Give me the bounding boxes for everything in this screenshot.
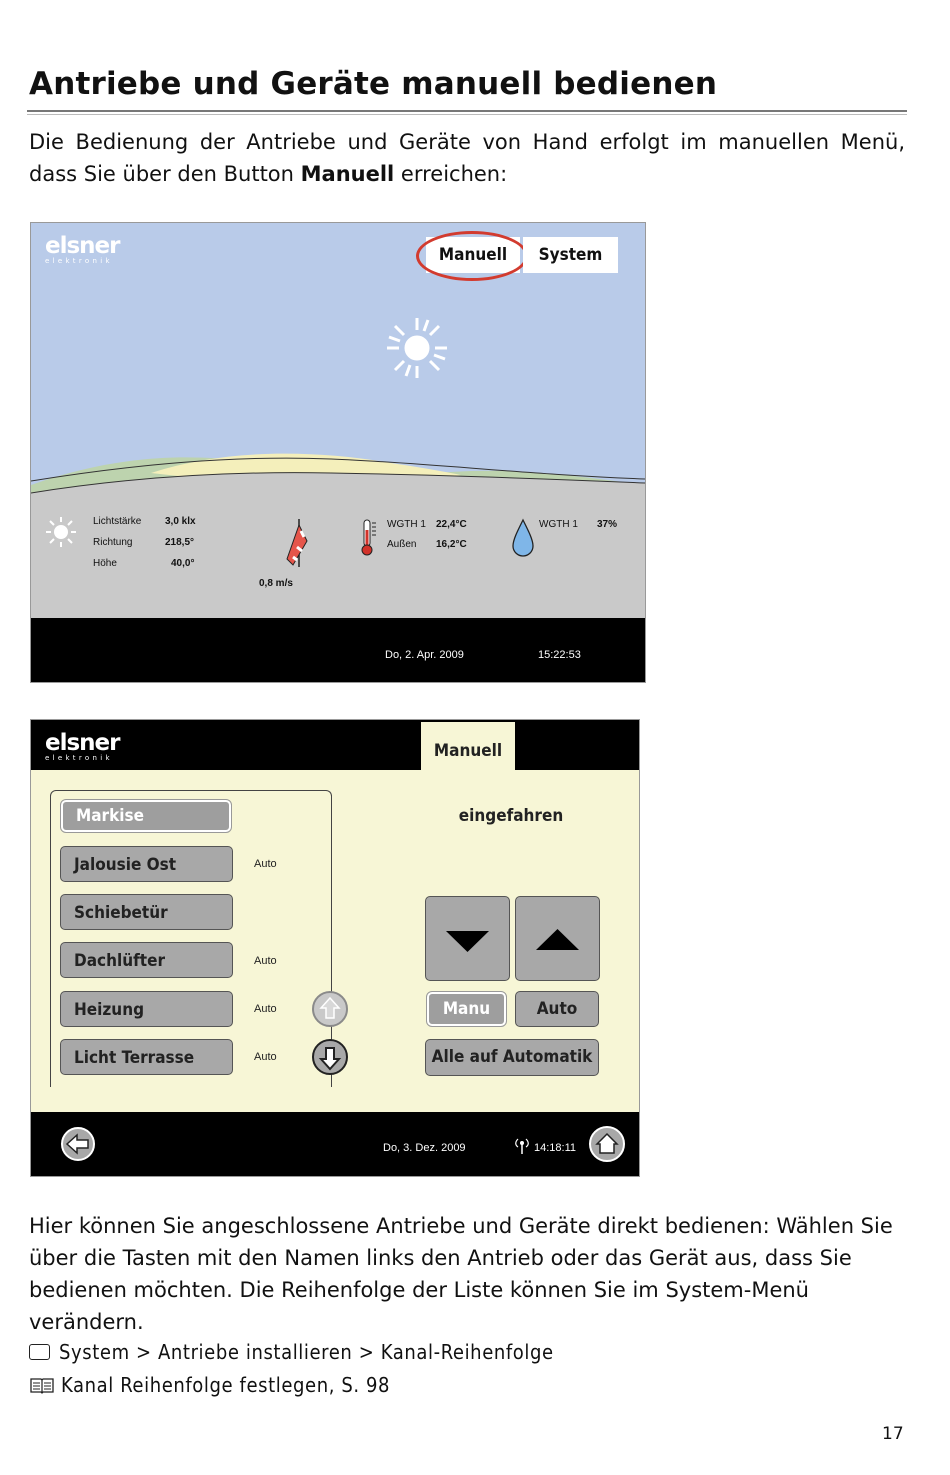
- page-number: 17: [882, 1424, 904, 1444]
- book-reference: Kanal Reihenfolge festlegen, S. 98: [61, 1373, 391, 1397]
- body-paragraph: Hier können Sie angeschlossene Antriebe und Geräte direkt bedienen: Wählen Sie über die Tasten mit den Namen links den Antrieb oder das Gerät aus, dass Sie bedienen möchten. Die Reihenfolge der Liste können Sie im System-Menü verändern.: [29, 1214, 893, 1334]
- all-auto-button[interactable]: Alle auf Automatik: [425, 1039, 599, 1076]
- screen-icon: [29, 1344, 50, 1360]
- heading-rule-thin: [27, 114, 907, 115]
- back-icon[interactable]: [60, 1126, 96, 1162]
- licht-value: 3,0 klx: [165, 516, 196, 527]
- date-text: Do, 2. Apr. 2009: [385, 649, 464, 661]
- main-screen-screenshot: [30, 222, 646, 683]
- hoehe-value: 40,0°: [171, 558, 195, 569]
- device-mode: Auto: [254, 955, 277, 967]
- device-mode: Auto: [254, 1051, 277, 1063]
- scroll-up-icon: [313, 992, 347, 1026]
- device-button-jalousie-ost[interactable]: Jalousie Ost: [60, 846, 233, 882]
- temp2-label: Außen: [387, 539, 417, 550]
- intro-paragraph: Die Bedienung der Antriebe und Geräte von Hand erfolgt im manuellen Menü, dass Sie über den Button Manuell erreichen:: [29, 130, 905, 186]
- book-icon: [29, 1375, 55, 1395]
- sun-icon: [387, 318, 447, 378]
- device-button-markise[interactable]: Markise: [61, 800, 231, 832]
- landscape-illustration: [31, 223, 645, 682]
- elsner-logo: elsner elektronik: [45, 730, 120, 762]
- system-button[interactable]: System: [523, 237, 618, 273]
- device-button-schiebetuer[interactable]: Schiebetür: [60, 894, 233, 930]
- wind-value: 0,8 m/s: [259, 578, 293, 589]
- scroll-arrows: [309, 990, 351, 1080]
- manuell-button[interactable]: Manuell: [426, 237, 520, 273]
- header-bar: [31, 720, 639, 770]
- temp1-label: WGTH 1: [387, 519, 426, 530]
- device-button-dachluefter[interactable]: Dachlüfter: [60, 942, 233, 978]
- temp1-value: 22,4°C: [436, 519, 467, 530]
- licht-label: Lichtstärke: [93, 516, 142, 527]
- device-button-licht-terrasse[interactable]: Licht Terrasse: [60, 1039, 233, 1075]
- humidity-label: WGTH 1: [539, 519, 578, 530]
- home-icon[interactable]: [588, 1125, 626, 1163]
- time-text: 14:18:11: [534, 1142, 577, 1154]
- manual-screen-screenshot: [30, 719, 640, 1177]
- scroll-down-icon: [313, 1040, 347, 1074]
- richtung-label: Richtung: [93, 537, 133, 548]
- nav-path: System > Antriebe installieren > Kanal-Reihenfolge: [59, 1340, 554, 1364]
- auto-button[interactable]: Auto: [515, 991, 599, 1027]
- device-mode: Auto: [254, 858, 277, 870]
- heading-rule: [27, 110, 907, 112]
- date-text: Do, 3. Dez. 2009: [383, 1142, 466, 1154]
- device-button-heizung[interactable]: Heizung: [60, 991, 233, 1027]
- humidity-value: 37%: [597, 519, 618, 530]
- tab-manuell[interactable]: Manuell: [421, 722, 515, 770]
- nav-path-line: [29, 1340, 554, 1364]
- manu-button[interactable]: Manu: [427, 992, 506, 1026]
- page-heading: Antriebe und Geräte manuell bedienen: [29, 66, 718, 102]
- elsner-logo: elsner elektronik: [45, 233, 120, 265]
- move-up-button[interactable]: [515, 896, 600, 981]
- triangle-down-icon: [426, 897, 509, 980]
- hoehe-label: Höhe: [93, 558, 117, 569]
- richtung-value: 218,5°: [165, 537, 195, 548]
- small-sun-icon: [46, 517, 76, 547]
- time-text: 15:22:53: [538, 649, 581, 661]
- move-down-button[interactable]: [425, 896, 510, 981]
- temp2-value: 16,2°C: [436, 539, 467, 550]
- book-ref-line: [29, 1373, 390, 1397]
- highlight-circle: [416, 231, 528, 281]
- triangle-up-icon: [516, 897, 599, 980]
- antenna-icon: [515, 1137, 529, 1155]
- device-status: eingefahren: [458, 806, 564, 826]
- manuell-bold: Manuell: [300, 162, 395, 186]
- device-mode: Auto: [254, 1003, 277, 1015]
